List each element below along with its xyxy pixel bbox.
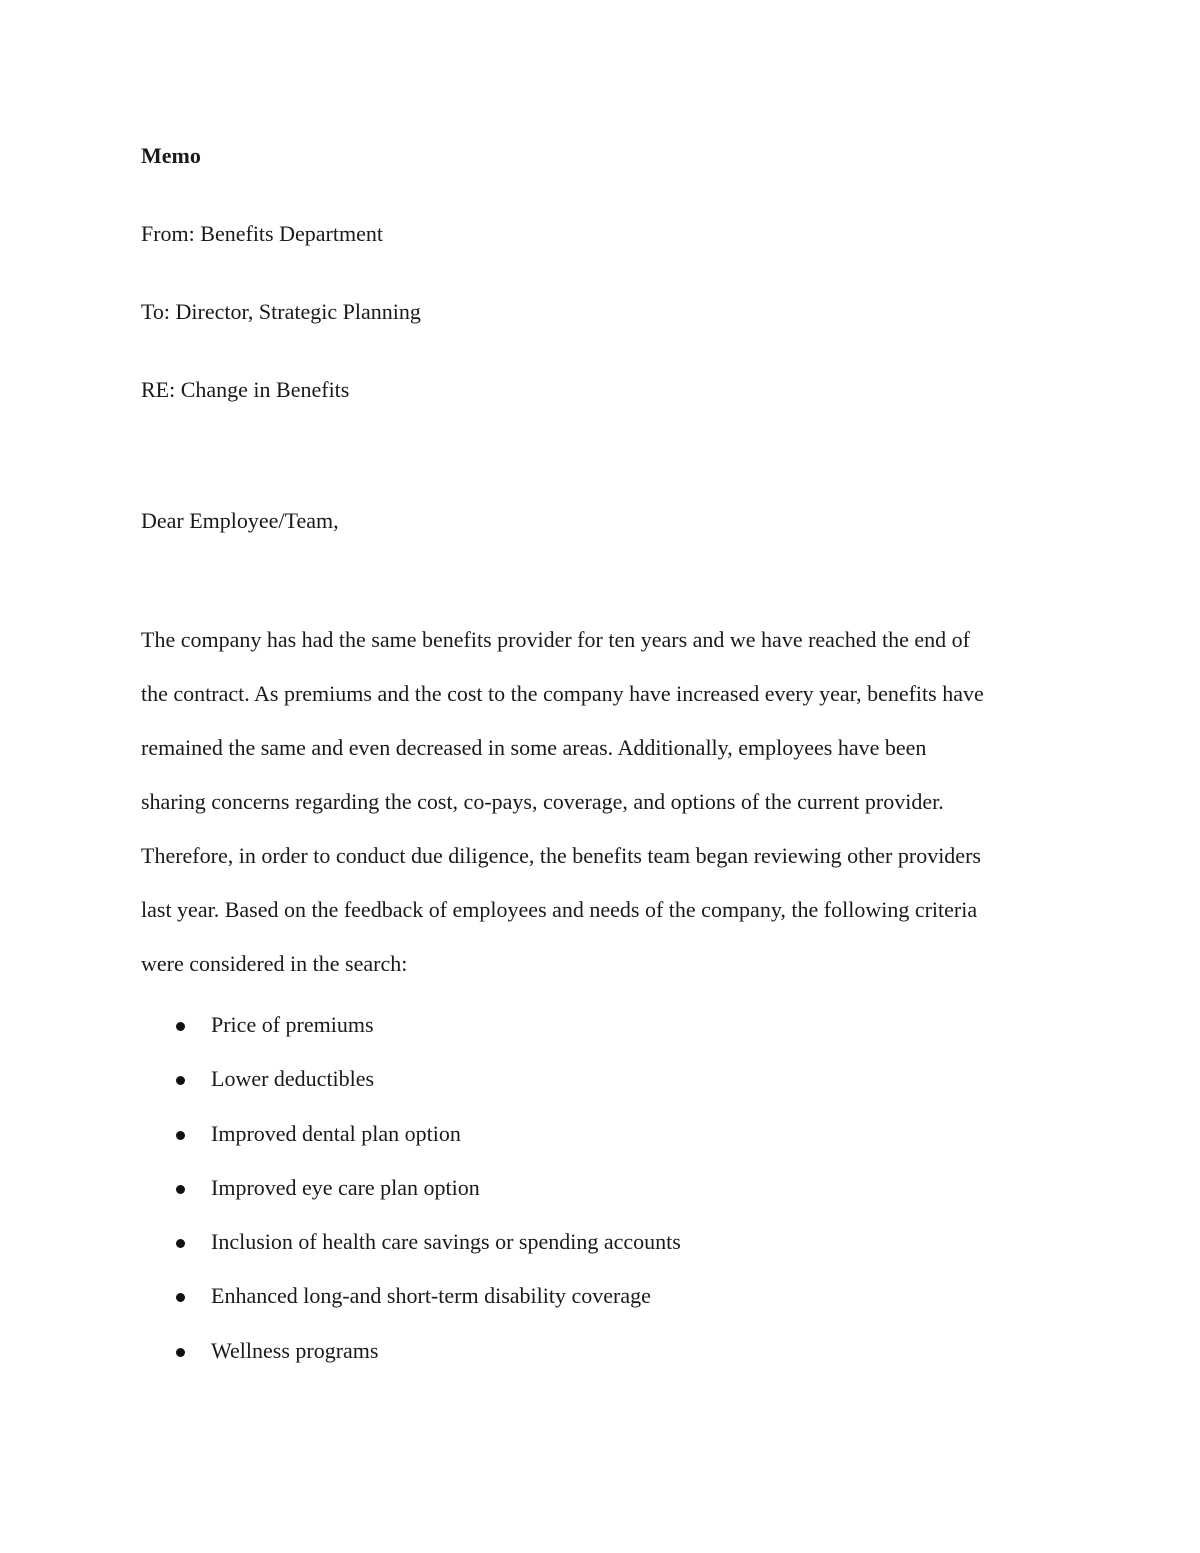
memo-title: Memo [141, 143, 201, 168]
re-line: RE: Change in Benefits [141, 377, 350, 402]
bullet-icon [176, 1185, 185, 1194]
list-item-text: Improved eye care plan option [211, 1174, 480, 1200]
body-line: sharing concerns regarding the cost, co-pays, coverage, and options of the current provider. [141, 789, 944, 814]
list-item-text: Wellness programs [211, 1337, 379, 1363]
list-item-text: Enhanced long-and short-term disability coverage [211, 1283, 651, 1309]
bullet-icon [176, 1239, 185, 1248]
body-line: last year. Based on the feedback of employees and needs of the company, the following criteria [141, 897, 978, 922]
list-item-text: Lower deductibles [211, 1066, 375, 1092]
body-paragraph [141, 613, 1061, 991]
list-item-text: Inclusion of health care savings or spending accounts [211, 1229, 681, 1255]
body-line: the contract. As premiums and the cost to the company have increased every year, benefits have [141, 681, 984, 706]
list-item-text: Price of premiums [211, 1012, 374, 1037]
bullet-icon [176, 1022, 185, 1031]
from-line: From: Benefits Department [141, 221, 383, 246]
to-line: To: Director, Strategic Planning [141, 299, 421, 324]
bullet-icon [176, 1348, 185, 1357]
body-line: were considered in the search: [141, 951, 408, 976]
body-line: The company has had the same benefits provider for ten years and we have reached the end of [141, 627, 970, 652]
bullet-icon [176, 1131, 185, 1140]
body-line: remained the same and even decreased in some areas. Additionally, employees have been [141, 735, 927, 760]
bullet-icon [176, 1293, 185, 1302]
list-item-text: Improved dental plan option [211, 1120, 461, 1146]
bullet-icon [176, 1076, 185, 1085]
body-line: Therefore, in order to conduct due diligence, the benefits team began reviewing other providers [141, 843, 981, 868]
salutation: Dear Employee/Team, [141, 508, 339, 533]
